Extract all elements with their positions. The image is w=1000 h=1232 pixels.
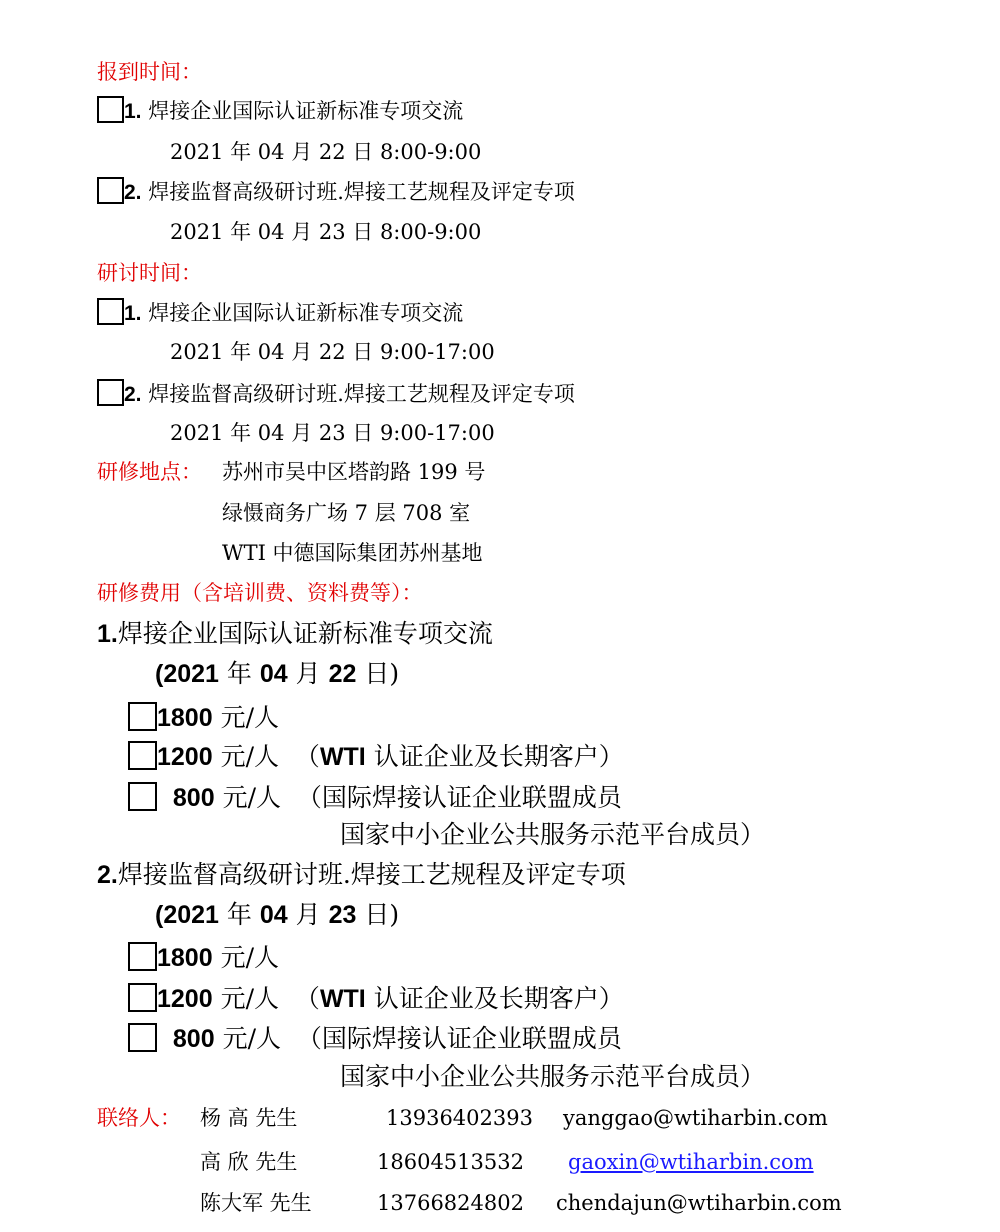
contact-name-3: 陈大军 先生 [200,1191,312,1215]
date-year-char: 年 [226,900,252,929]
option-number: 2. [124,181,142,204]
seminar-heading: 研讨时间： [97,261,202,285]
contact-phone-2: 18604513532 [377,1150,524,1174]
fee-c2-option-800[interactable] [128,1023,622,1052]
note-wti: WTI [319,743,366,771]
date-day-char: 日) [364,900,400,929]
option-title: 焊接企业国际认证新标准专项交流 [148,99,464,123]
checkbox[interactable] [97,298,124,325]
contacts-heading: 联络人： [97,1106,181,1130]
date-day-num: 23 [328,901,357,929]
fee-course-2-date [155,902,399,928]
checkbox[interactable] [128,1023,157,1052]
contact-email-3: chendajun@wtiharbin.com [556,1191,842,1215]
course-number: 2. [97,861,118,889]
date-year-num: (2021 [155,660,219,688]
checkin-heading: 报到时间： [97,60,202,84]
price-note: （国际焊接认证企业联盟成员 [296,1024,622,1053]
date-month-num: 04 [259,660,288,688]
date-month-char: 月 [295,900,321,929]
price-unit: 元/人 [222,1024,282,1053]
checkbox[interactable] [128,782,157,811]
price-note: 认证企业及长期客户） [373,984,624,1013]
checkin-option-2[interactable] [97,177,575,204]
option-number: 1. [124,302,142,325]
seminar-option-2[interactable] [97,379,575,406]
price-unit: 元/人 [220,984,280,1013]
contact-phone-1: 13936402393 [386,1106,533,1130]
note-paren: （ [294,742,320,771]
contact-email-link-2[interactable]: gaoxin@wtiharbin.com [568,1150,814,1174]
price-unit: 元/人 [220,703,280,732]
fee-c1-option-1200[interactable] [128,741,624,770]
note-paren: （ [294,984,320,1013]
price-unit: 元/人 [220,742,280,771]
venue-line-1: 苏州市吴中区塔韵路 199 号 [222,460,486,484]
option-title: 焊接监督高级研讨班.焊接工艺规程及评定专项 [148,382,575,406]
checkin-time-2: 2021 年 04 月 23 日 8:00-9:00 [170,220,482,244]
fee-course-1-date [155,661,399,687]
fee-c1-option-800-note2: 国家中小企业公共服务示范平台成员） [340,820,766,849]
price-amount: 1200 [157,743,213,771]
price-unit: 元/人 [222,783,282,812]
price-amount: 1800 [157,704,213,732]
checkbox[interactable] [128,741,157,770]
price-unit: 元/人 [220,943,280,972]
price-amount: 800 [172,1025,215,1053]
checkbox[interactable] [128,702,157,731]
seminar-time-2: 2021 年 04 月 23 日 9:00-17:00 [170,421,495,445]
fee-c1-option-1800[interactable] [128,702,279,731]
fees-heading: 研修费用（含培训费、资料费等）： [97,581,423,605]
venue-line-2: 绿慑商务广场 7 层 708 室 [222,501,471,525]
course-number: 1. [97,620,118,648]
fee-c2-option-1800[interactable] [128,942,279,971]
contact-name-1: 杨 高 先生 [200,1106,298,1130]
venue-line-3: WTI 中德国际集团苏州基地 [222,541,483,565]
price-note: （国际焊接认证企业联盟成员 [296,783,622,812]
fee-c2-option-800-note2: 国家中小企业公共服务示范平台成员） [340,1062,766,1091]
price-note: 认证企业及长期客户） [373,742,624,771]
option-number: 2. [124,383,142,406]
option-number: 1. [124,100,142,123]
course-title: 焊接监督高级研讨班.焊接工艺规程及评定专项 [117,860,626,889]
contact-name-2: 高 欣 先生 [200,1150,298,1174]
contact-email-1: yanggao@wtiharbin.com [563,1106,828,1130]
date-month-char: 月 [295,659,321,688]
checkbox[interactable] [97,177,124,204]
checkbox[interactable] [97,96,124,123]
date-year-num: (2021 [155,901,219,929]
checkin-time-1: 2021 年 04 月 22 日 8:00-9:00 [170,140,482,164]
course-title: 焊接企业国际认证新标准专项交流 [117,619,493,648]
fee-c2-option-1200[interactable] [128,983,624,1012]
fee-c1-option-800[interactable] [128,782,622,811]
checkbox[interactable] [128,983,157,1012]
contact-phone-3: 13766824802 [377,1191,524,1215]
fee-course-1-title [97,621,493,647]
date-month-num: 04 [259,901,288,929]
option-title: 焊接企业国际认证新标准专项交流 [148,301,464,325]
checkbox[interactable] [97,379,124,406]
date-day-char: 日) [364,659,400,688]
date-year-char: 年 [226,659,252,688]
seminar-time-1: 2021 年 04 月 22 日 9:00-17:00 [170,340,495,364]
price-amount: 1800 [157,944,213,972]
date-day-num: 22 [328,660,357,688]
price-amount: 800 [172,784,215,812]
price-amount: 1200 [157,985,213,1013]
checkin-option-1[interactable] [97,96,463,123]
seminar-option-1[interactable] [97,298,463,325]
checkbox[interactable] [128,942,157,971]
note-wti: WTI [319,985,366,1013]
option-title: 焊接监督高级研讨班.焊接工艺规程及评定专项 [148,180,575,204]
fee-course-2-title [97,862,626,888]
venue-heading: 研修地点： [97,460,202,484]
